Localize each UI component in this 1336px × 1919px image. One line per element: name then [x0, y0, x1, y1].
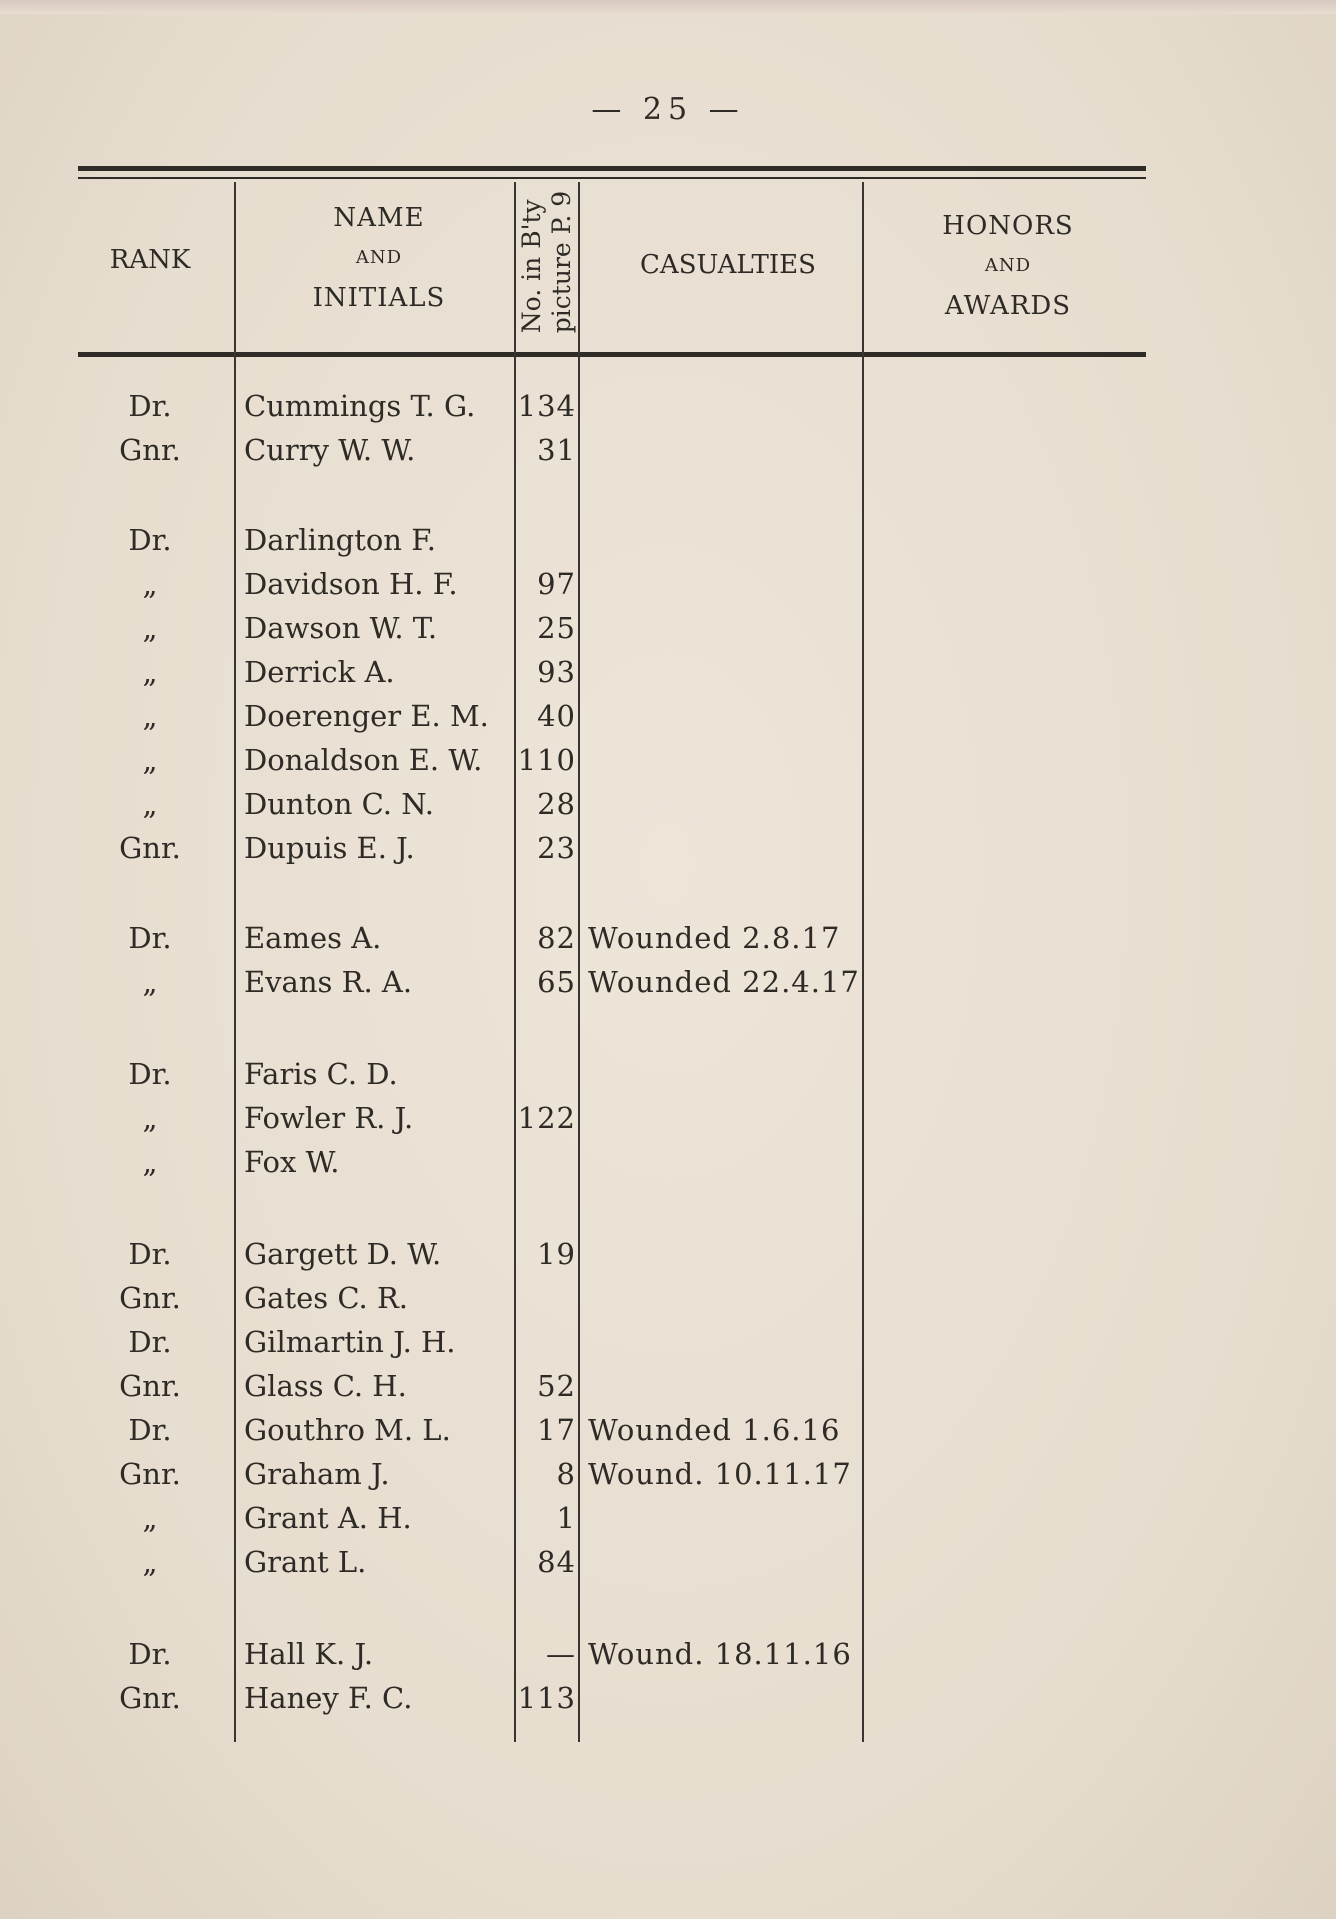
table-row	[0, 960, 1336, 1004]
table-row	[0, 1676, 1336, 1720]
page-top-edge	[0, 0, 1336, 14]
number-cell: 19	[537, 1237, 576, 1271]
name-cell: Dawson W. T.	[244, 611, 438, 645]
name-cell: Dupuis E. J.	[244, 831, 415, 865]
name-cell: Curry W. W.	[244, 433, 416, 467]
header-name-line1: NAME	[333, 203, 425, 233]
header-honors	[868, 206, 1148, 326]
table-row	[0, 606, 1336, 650]
header-honors-line2: AND	[984, 255, 1032, 276]
table-row	[0, 1408, 1336, 1452]
table-row	[0, 1452, 1336, 1496]
table-row	[0, 738, 1336, 782]
number-cell: 28	[537, 787, 576, 821]
header-number-line1: No. in B'ty	[517, 199, 546, 334]
rank-cell: „	[142, 965, 158, 999]
rank-cell: Dr.	[128, 389, 172, 423]
rank-cell: Gnr.	[119, 831, 181, 865]
name-cell: Graham J.	[244, 1457, 390, 1491]
name-cell: Gouthro M. L.	[244, 1413, 451, 1447]
number-cell: 65	[537, 965, 576, 999]
rank-cell: „	[142, 1145, 158, 1179]
table-row	[0, 916, 1336, 960]
rank-cell: Gnr.	[119, 1457, 181, 1491]
rank-cell: Dr.	[128, 1237, 172, 1271]
number-cell: —	[546, 1637, 576, 1671]
table-row	[0, 518, 1336, 562]
name-cell: Gates C. R.	[244, 1281, 409, 1315]
header-name-line3: INITIALS	[312, 283, 446, 313]
page-number: — 25 —	[591, 92, 745, 127]
rank-cell: „	[142, 1101, 158, 1135]
number-cell: 31	[537, 433, 576, 467]
name-cell: Doerenger E. M.	[244, 699, 489, 733]
name-cell: Glass C. H.	[244, 1369, 407, 1403]
rank-cell: Dr.	[128, 1057, 172, 1091]
number-cell: 8	[556, 1457, 576, 1491]
number-cell: 82	[537, 921, 576, 955]
rank-cell: „	[142, 567, 158, 601]
name-cell: Derrick A.	[244, 655, 395, 689]
name-cell: Donaldson E. W.	[244, 743, 483, 777]
table-row	[0, 694, 1336, 738]
name-cell: Faris C. D.	[244, 1057, 398, 1091]
name-cell: Fowler R. J.	[244, 1101, 414, 1135]
rank-cell: „	[142, 655, 158, 689]
header-rank: RANK	[109, 245, 191, 275]
header-honors-line3: AWARDS	[944, 291, 1072, 321]
top-rule-thick	[78, 166, 1146, 171]
casualty-cell: Wound. 10.11.17	[588, 1457, 852, 1491]
number-cell: 52	[537, 1369, 576, 1403]
name-cell: Grant A. H.	[244, 1501, 412, 1535]
name-cell: Gilmartin J. H.	[244, 1325, 456, 1359]
table-row	[0, 1540, 1336, 1584]
table-row	[0, 384, 1336, 428]
number-cell: 97	[537, 567, 576, 601]
number-cell: 110	[517, 743, 576, 777]
rank-cell: Dr.	[128, 1413, 172, 1447]
rank-cell: Dr.	[128, 921, 172, 955]
name-cell: Davidson H. F.	[244, 567, 458, 601]
name-cell: Cummings T. G.	[244, 389, 476, 423]
rank-cell: Gnr.	[119, 433, 181, 467]
rank-cell: „	[142, 1501, 158, 1535]
name-cell: Eames A.	[244, 921, 382, 955]
header-casualties: CASUALTIES	[640, 250, 816, 280]
table-row	[0, 1096, 1336, 1140]
rank-cell: Dr.	[128, 1325, 172, 1359]
name-cell: Grant L.	[244, 1545, 367, 1579]
header-number-in-picture	[512, 182, 582, 342]
number-cell: 23	[537, 831, 576, 865]
name-cell: Gargett D. W.	[244, 1237, 442, 1271]
table-row	[0, 1232, 1336, 1276]
rank-cell: Gnr.	[119, 1369, 181, 1403]
number-cell: 40	[537, 699, 576, 733]
casualty-cell: Wounded 2.8.17	[588, 921, 841, 955]
header-name-line2: AND	[355, 247, 403, 268]
rank-cell: Dr.	[128, 523, 172, 557]
number-cell: 122	[517, 1101, 576, 1135]
rank-cell: „	[142, 1545, 158, 1579]
header-name	[236, 198, 522, 318]
number-cell: 1	[556, 1501, 576, 1535]
header-honors-line1: HONORS	[942, 211, 1074, 241]
table-row	[0, 1276, 1336, 1320]
number-cell: 84	[537, 1545, 576, 1579]
name-cell: Evans R. A.	[244, 965, 413, 999]
table-row	[0, 782, 1336, 826]
header-bottom-rule	[78, 352, 1146, 357]
name-cell: Fox W.	[244, 1145, 340, 1179]
number-cell: 25	[537, 611, 576, 645]
number-cell: 134	[517, 389, 576, 423]
table-row	[0, 1140, 1336, 1184]
rank-cell: Gnr.	[119, 1281, 181, 1315]
casualty-cell: Wounded 1.6.16	[588, 1413, 841, 1447]
table-row	[0, 1496, 1336, 1540]
table-row	[0, 562, 1336, 606]
casualty-cell: Wound. 18.11.16	[588, 1637, 852, 1671]
top-rule-thin	[78, 177, 1146, 179]
table-row	[0, 1320, 1336, 1364]
name-cell: Dunton C. N.	[244, 787, 434, 821]
table-row	[0, 826, 1336, 870]
casualty-cell: Wounded 22.4.17	[588, 965, 860, 999]
rank-cell: „	[142, 611, 158, 645]
number-cell: 93	[537, 655, 576, 689]
table-row	[0, 1052, 1336, 1096]
rank-cell: „	[142, 699, 158, 733]
number-cell: 17	[537, 1413, 576, 1447]
rank-cell: Dr.	[128, 1637, 172, 1671]
table-row	[0, 650, 1336, 694]
name-cell: Hall K. J.	[244, 1637, 374, 1671]
name-cell: Darlington F.	[244, 523, 437, 557]
table-row	[0, 1364, 1336, 1408]
rank-cell: „	[142, 743, 158, 777]
header-number-line2: picture P. 9	[547, 190, 576, 334]
table-row	[0, 428, 1336, 472]
number-cell: 113	[517, 1681, 576, 1715]
name-cell: Haney F. C.	[244, 1681, 413, 1715]
rank-cell: Gnr.	[119, 1681, 181, 1715]
table-row	[0, 1632, 1336, 1676]
rank-cell: „	[142, 787, 158, 821]
